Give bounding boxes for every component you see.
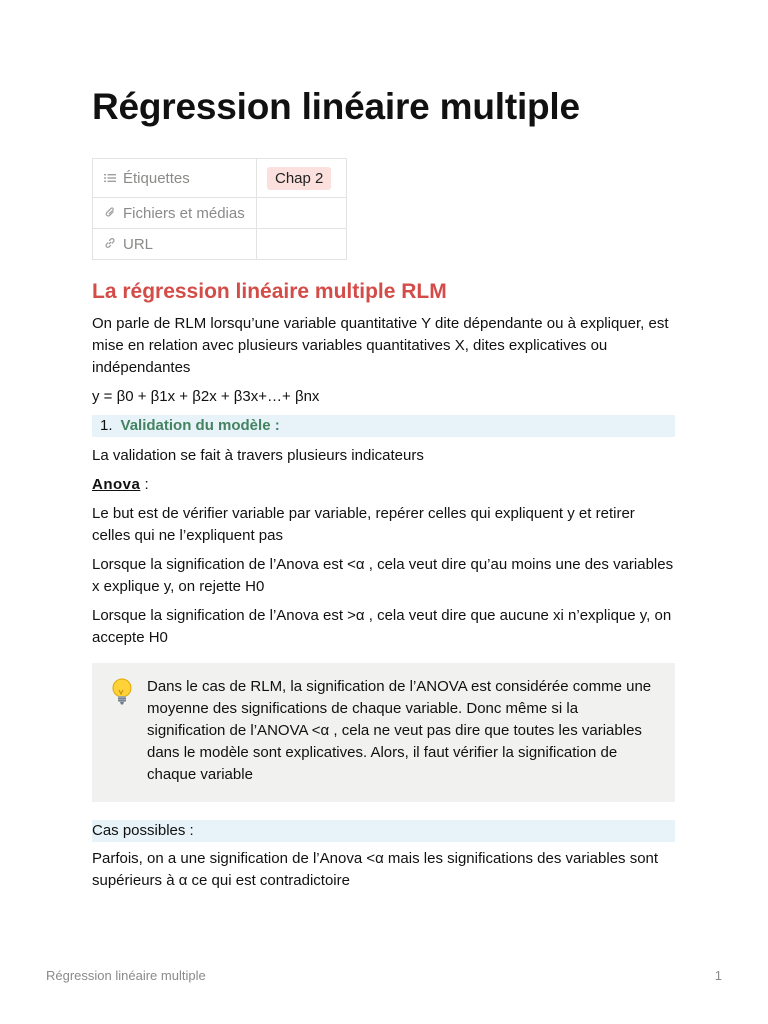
properties-table	[92, 158, 347, 260]
property-key-label: Étiquettes	[123, 169, 190, 187]
page-content	[92, 278, 675, 899]
list-number: 1.	[100, 417, 113, 434]
callout-text: Dans le cas de RLM, la signification de l’ANOVA est considérée comme une moyenne des significations de chaque variable. Donc même si la signification de l’ANOVA <α , cela ne veut pas dire que toutes les variables dans le modèle sont explicatives. Alors, il faut vérifier la signification de chaque variable	[147, 678, 652, 783]
property-key	[93, 229, 257, 260]
property-row	[93, 198, 347, 229]
link-icon	[103, 237, 117, 252]
validation-paragraph: La validation se fait à travers plusieurs indicateurs	[92, 447, 424, 464]
anova-suffix: :	[140, 476, 149, 493]
property-row	[93, 159, 347, 198]
anova-heading	[92, 474, 675, 496]
property-value[interactable]	[257, 229, 347, 260]
list-item-label: Validation du modèle :	[120, 417, 280, 434]
cas-possibles-block: Cas possibles :	[92, 820, 675, 842]
property-key-label: Fichiers et médias	[123, 204, 245, 222]
footer-page-number: 1	[714, 968, 722, 983]
lightbulb-icon	[110, 677, 134, 707]
callout-box	[92, 663, 675, 802]
property-value[interactable]	[257, 159, 347, 198]
section-heading: La régression linéaire multiple RLM	[92, 280, 447, 303]
footer-title: Régression linéaire multiple	[46, 968, 206, 983]
property-value[interactable]	[257, 198, 347, 229]
formula-paragraph: y = β0 + β1x + β2x + β3x+…+ βnx	[92, 388, 320, 405]
anova-paragraph-3: Lorsque la signification de l’Anova est >α , cela veut dire que aucune xi n’explique y, on accepte H0	[92, 607, 672, 646]
property-key-label: URL	[123, 235, 154, 253]
page-title: Régression linéaire multiple	[92, 86, 580, 127]
tag-chip[interactable]: Chap 2	[267, 167, 331, 190]
intro-paragraph: On parle de RLM lorsqu’une variable quantitative Y dite dépendante ou à expliquer, est mise en relation avec plusieurs variables quantitatives X, dites explicatives ou indépendantes	[92, 315, 669, 376]
cas-paragraph: Parfois, on a une signification de l’Anova <α mais les significations des variables sont supérieurs à α ce qui est contradictoire	[92, 850, 659, 889]
numbered-list-item	[92, 415, 675, 437]
anova-paragraph-2: Lorsque la signification de l’Anova est <α , cela veut dire qu’au moins une des variables x explique y, on rejette H0	[92, 556, 674, 595]
paperclip-icon	[103, 206, 117, 221]
anova-paragraph-1: Le but est de vérifier variable par variable, repérer celles qui expliquent y et retirer celles qui ne l’expliquent pas	[92, 505, 635, 544]
list-icon	[103, 172, 117, 186]
property-row	[93, 229, 347, 260]
property-key	[93, 198, 257, 229]
anova-label: Anova	[92, 476, 141, 493]
property-key	[93, 159, 257, 198]
